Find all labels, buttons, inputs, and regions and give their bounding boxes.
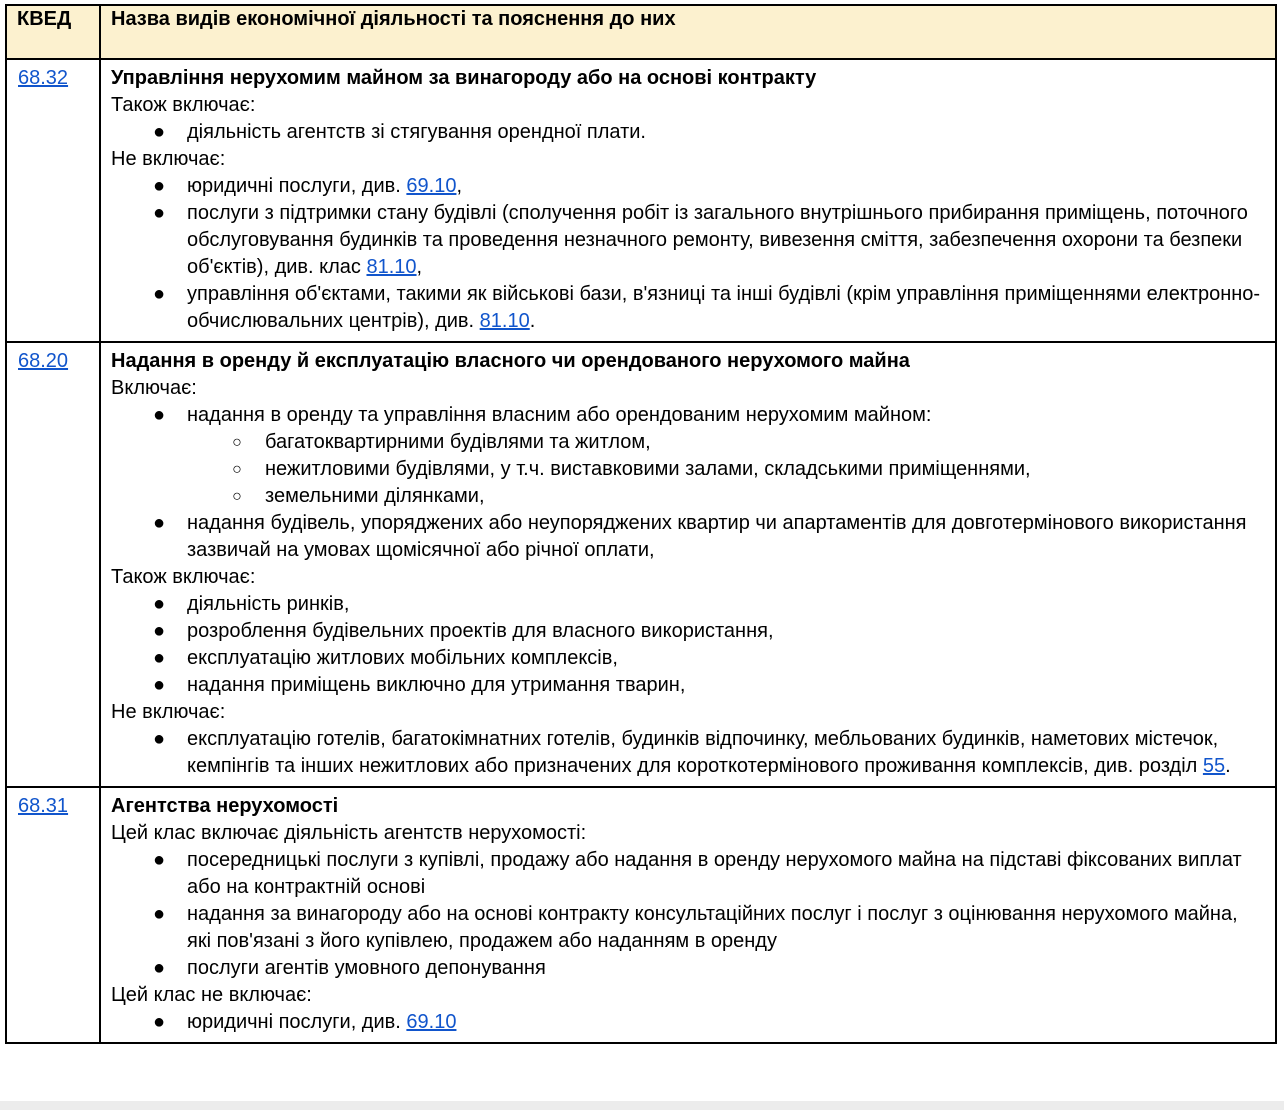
reference-link[interactable]: 55 <box>1202 755 1226 777</box>
list-item <box>149 1009 1265 1036</box>
list-item <box>149 281 1265 335</box>
bullet-list <box>111 591 1265 699</box>
list-item <box>149 200 1265 281</box>
item-text: розроблення будівельних проектів для власного використання, <box>187 620 774 642</box>
list-item <box>149 618 1265 645</box>
bullet-icon: ● <box>152 647 166 669</box>
item-text: надання будівель, упоряджених або неупоряджених квартир чи апартаментів для довготермінового використання зазвичай на умовах щомісячної або річної оплати, <box>187 512 1247 561</box>
bullet-icon: ● <box>152 593 166 615</box>
section-intro: Цей клас включає діяльність агентств нерухомості: <box>111 822 587 844</box>
item-text: управління об'єктами, такими як військові бази, в'язниці та інші будівлі (крім управління приміщеннями електронно-обчислювальних центрів), див. <box>187 283 1261 332</box>
sub-item-text: нежитловими будівлями, у т.ч. виставковими залами, складськими приміщеннями, <box>265 458 1031 480</box>
kved-code-link[interactable]: 68.20 <box>18 350 69 372</box>
table-header-row <box>6 5 1276 59</box>
bullet-list <box>111 402 1265 564</box>
item-text: надання в оренду та управління власним або орендованим нерухомим майном: <box>187 404 932 426</box>
kved-code-link[interactable]: 68.32 <box>18 67 69 89</box>
sub-item-text: багатоквартирними будівлями та житлом, <box>265 431 651 453</box>
bullet-icon: ● <box>152 674 166 696</box>
kved-table <box>5 4 1277 1044</box>
description-cell <box>100 59 1276 342</box>
reference-link[interactable]: 81.10 <box>479 310 530 332</box>
section-intro: Також включає: <box>111 94 256 116</box>
header-description: Назва видів економічної діяльності та пояснення до них <box>100 5 1276 59</box>
description-cell <box>100 342 1276 787</box>
bottom-scroll-area <box>0 1101 1284 1110</box>
bullet-list <box>111 1009 1265 1036</box>
item-text: посередницькі послуги з купівлі, продажу або надання в оренду нерухомого майна на підставі фіксованих виплат або на контрактній основі <box>187 849 1242 898</box>
list-item <box>149 510 1265 564</box>
activity-title: Агентства нерухомості <box>111 795 339 817</box>
table-row <box>6 342 1276 787</box>
bullet-icon: ● <box>152 903 166 925</box>
item-text: надання за винагороду або на основі контракту консультаційних послуг і послуг з оцінювання нерухомого майна, які пов'язані з його купівлею, продажем або наданням в оренду <box>187 903 1238 952</box>
list-item <box>149 901 1265 955</box>
sub-list-item <box>227 456 1265 483</box>
table-body <box>6 59 1276 1043</box>
item-text: послуги агентів умовного депонування <box>187 957 546 979</box>
bullet-icon: ● <box>152 849 166 871</box>
description-cell <box>100 787 1276 1043</box>
bullet-icon: ● <box>152 957 166 979</box>
section-intro: Цей клас не включає: <box>111 984 312 1006</box>
section-intro: Також включає: <box>111 566 256 588</box>
bullet-icon: ● <box>152 512 166 534</box>
activity-title: Надання в оренду й експлуатацію власного чи орендованого нерухомого майна <box>111 350 910 372</box>
kved-code-cell <box>6 59 100 342</box>
list-item <box>149 672 1265 699</box>
bullet-icon: ● <box>152 1011 166 1033</box>
header-code: КВЕД <box>6 5 100 59</box>
section-intro: Не включає: <box>111 148 226 170</box>
hollow-bullet-icon: ○ <box>232 488 242 505</box>
sub-item-text: земельними ділянками, <box>265 485 485 507</box>
item-text: послуги з підтримки стану будівлі (сполучення робіт із загального внутрішнього прибирання приміщень, поточного обслуговування будинків та проведення незначного ремонту, вивезення сміття, забезпечення охорони та безпеки об'єктів), див. клас <box>187 202 1248 278</box>
bullet-icon: ● <box>152 175 166 197</box>
item-text: , <box>456 175 463 197</box>
reference-link[interactable]: 69.10 <box>406 1011 457 1033</box>
bullet-icon: ● <box>152 728 166 750</box>
item-text: діяльність ринків, <box>187 593 350 615</box>
sub-list-item <box>227 429 1265 456</box>
item-text: юридичні послуги, див. <box>187 175 407 197</box>
list-item <box>149 645 1265 672</box>
bullet-icon: ● <box>152 202 166 224</box>
reference-link[interactable]: 81.10 <box>366 256 417 278</box>
table-row <box>6 59 1276 342</box>
item-text: юридичні послуги, див. <box>187 1011 407 1033</box>
list-item <box>149 591 1265 618</box>
list-item <box>149 173 1265 200</box>
section-intro: Включає: <box>111 377 197 399</box>
bullet-icon: ● <box>152 121 166 143</box>
sub-bullet-list <box>187 429 1265 510</box>
hollow-bullet-icon: ○ <box>232 434 242 451</box>
bullet-icon: ● <box>152 404 166 426</box>
kved-code-link[interactable]: 68.31 <box>18 795 69 817</box>
bullet-list <box>111 847 1265 982</box>
list-item <box>149 847 1265 901</box>
bullet-list <box>111 119 1265 146</box>
item-text: надання приміщень виключно для утримання тварин, <box>187 674 686 696</box>
bullet-list <box>111 173 1265 335</box>
item-text: , <box>416 256 423 278</box>
sub-list-item <box>227 483 1265 510</box>
reference-link[interactable]: 69.10 <box>406 175 457 197</box>
bullet-list <box>111 726 1265 780</box>
table-row <box>6 787 1276 1043</box>
kved-code-cell <box>6 787 100 1043</box>
activity-title: Управління нерухомим майном за винагороду або на основі контракту <box>111 67 817 89</box>
section-intro: Не включає: <box>111 701 226 723</box>
item-text: діяльність агентств зі стягування орендної плати. <box>187 121 646 143</box>
list-item <box>149 955 1265 982</box>
bullet-icon: ● <box>152 620 166 642</box>
list-item <box>149 119 1265 146</box>
bullet-icon: ● <box>152 283 166 305</box>
item-text: експлуатацію готелів, багатокімнатних готелів, будинків відпочинку, мебльованих будинків, наметових містечок, кемпінгів та інших нежитлових або призначених для короткотермінового проживання комплексів, див. розділ <box>187 728 1219 777</box>
kved-code-cell <box>6 342 100 787</box>
item-text: . <box>529 310 536 332</box>
list-item <box>149 402 1265 510</box>
item-text: . <box>1225 755 1231 777</box>
item-text: експлуатацію житлових мобільних комплексів, <box>187 647 618 669</box>
hollow-bullet-icon: ○ <box>232 461 242 478</box>
list-item <box>149 726 1265 780</box>
